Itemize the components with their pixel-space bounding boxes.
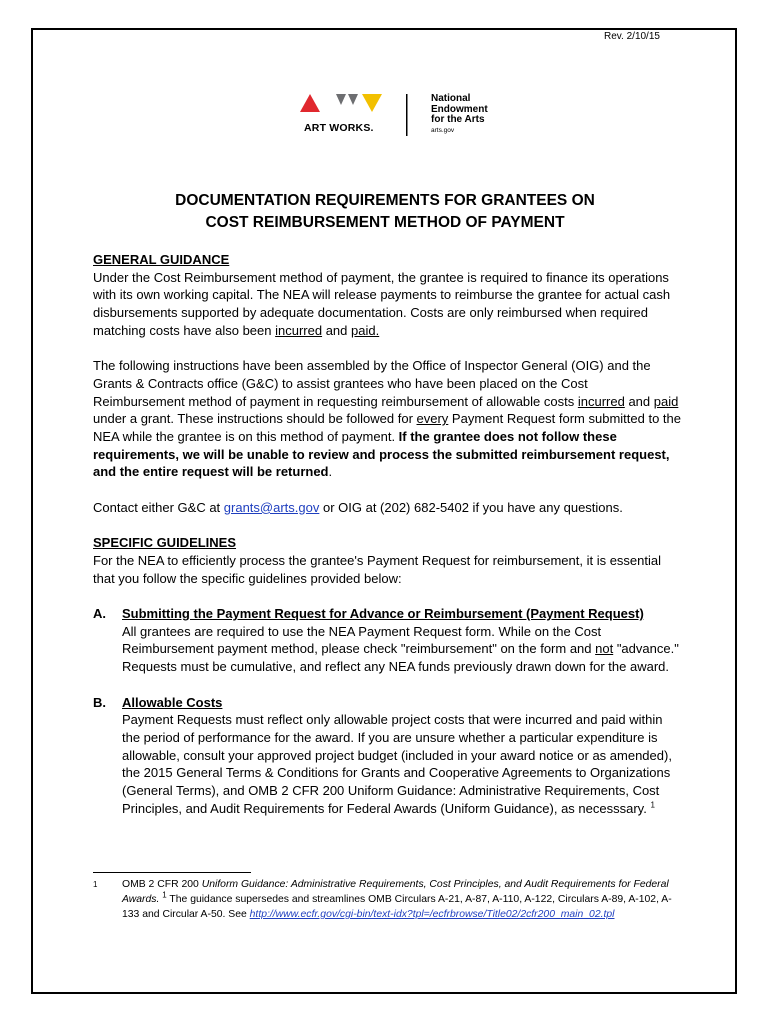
logo-gray-triangle-2-icon [348,94,358,105]
logo-tagline: ART WORKS. [304,122,374,134]
contact-pre: Contact either G&C at [93,499,224,515]
logo-gray-triangle-1-icon [336,94,346,105]
nea-logo [300,94,510,140]
general-p2-incurred: incurred [577,393,625,409]
specific-intro: For the NEA to efficiently process the grantee's Payment Request for reimbursement, it is essential that you follow the specific guidelines provided below: [93,552,662,586]
item-b-text1: Payment Requests must reflect only allowable project costs that were incurred and paid within the period of performance for the award. If you are unsure whether a particular expenditure is allowable, consult your approved project budget (included in your award notice or as amended), the 2015 General Terms & Conditions for Grants and Cooperative Agreements to Organizations (General Terms), and OMB 2 CFR 200 Uniform Guidance: Administrative Requirements, Cost Principles, and Audit Requirements for Federal Awards (Uniform Guidance), as necesssary. [122,712,672,816]
general-p2-and: and [624,393,654,409]
general-p2-end: . [328,464,333,480]
logo-divider [406,94,408,136]
general-p2-text3: Payment Request form submitted to the NEA while the grantee is on this method of payment. [93,411,681,445]
logo-org-line1: National [431,93,471,104]
footnote-text2: The guidance supersedes and streamlines OMB Circulars A-21, A-87, A-110, A-122, Circulars A-89, A-102, A-133 and Circular A-50. See [122,894,672,920]
document-body [93,251,683,817]
page-title [60,190,710,234]
footnote-text1: OMB 2 CFR 200 [122,879,202,890]
footnote-mark: 1 [93,880,98,889]
general-p1-text: Under the Cost Reimbursement method of payment, the grantee is required to finance its operations with its own working capital. The NEA will release payments to reimburse the grantee for actual cash disbursements supported by adequate documentation. Costs are only reimbursed when required matching costs have also been [93,269,671,338]
general-paragraph-1 [93,269,683,340]
revision-date: Rev. 2/10/15 [604,31,660,42]
title-line2: COST REIMBURSEMENT METHOD OF PAYMENT [205,214,565,231]
logo-org-line3: for the Arts [431,114,485,125]
guideline-item-a [93,605,683,676]
footnote-sup: 1 [162,890,167,900]
title-line1: DOCUMENTATION REQUIREMENTS FOR GRANTEES ON [175,192,595,209]
footnote-italic-title: Uniform Guidance: Administrative Requirements, Cost Principles, and Audit Requirements for Federal Awards. [122,879,669,905]
general-p2-paid: paid [653,393,679,409]
general-guidance-heading: GENERAL GUIDANCE [93,252,230,267]
item-a-text1: All grantees are required to use the NEA Payment Request form. While on the Cost Reimbursement payment method, please check "reimbursement" on the form and [122,623,602,657]
item-a-not: not [595,641,614,657]
general-p2-every: every [416,411,449,427]
item-a-text [122,623,683,676]
item-a-text2: "advance." Requests must be cumulative, and reflect any NEA funds previously drawn down for the award. [122,641,679,675]
item-b-text [122,711,683,817]
general-p1-paid: paid. [351,322,380,338]
item-b-title: Allowable Costs [122,694,223,710]
logo-site: arts.gov [431,126,455,134]
general-p1-incurred: incurred [275,322,323,338]
general-p2-text2: under a grant. These instructions should be followed for [93,411,417,427]
logo-yellow-triangle-icon [362,94,382,112]
ecfr-link[interactable]: http://www.ecfr.gov/cgi-bin/text-idx?tpl=/ecfrbrowse/Title02/2cfr200_main_02.tpl [249,909,615,920]
contact-paragraph [93,499,683,517]
item-b-label: B. [93,694,106,710]
general-paragraph-2 [93,357,683,481]
item-a-title: Submitting the Payment Request for Advance or Reimbursement (Payment Request) [122,606,644,621]
specific-guidelines-heading: SPECIFIC GUIDELINES [93,535,237,551]
logo-red-triangle-icon [300,94,320,112]
item-a-label: A. [93,606,106,621]
grants-email-link[interactable]: grants@arts.gov [223,499,320,515]
guideline-item-b [93,694,683,818]
logo-org-line2: Endowment [431,103,488,115]
general-p1-and: and [322,322,351,338]
general-p2-warning: If the grantee does not follow these requirements, we will be unable to review and process the submitted reimbursement request, and the entire request will be returned [93,429,670,480]
contact-post: or OIG at (202) 682-5402 if you have any questions. [319,499,623,515]
general-p2-text1: The following instructions have been assembled by the Office of Inspector General (OIG) and the Grants & Contracts office (G&C) to assist grantees who have been placed on the Cost Reimbursement method of payment in requesting reimbursement of allowable costs [93,358,651,409]
footnote-separator [93,872,251,873]
footnote [93,877,683,922]
item-b-footnote-ref[interactable]: 1 [650,800,655,810]
